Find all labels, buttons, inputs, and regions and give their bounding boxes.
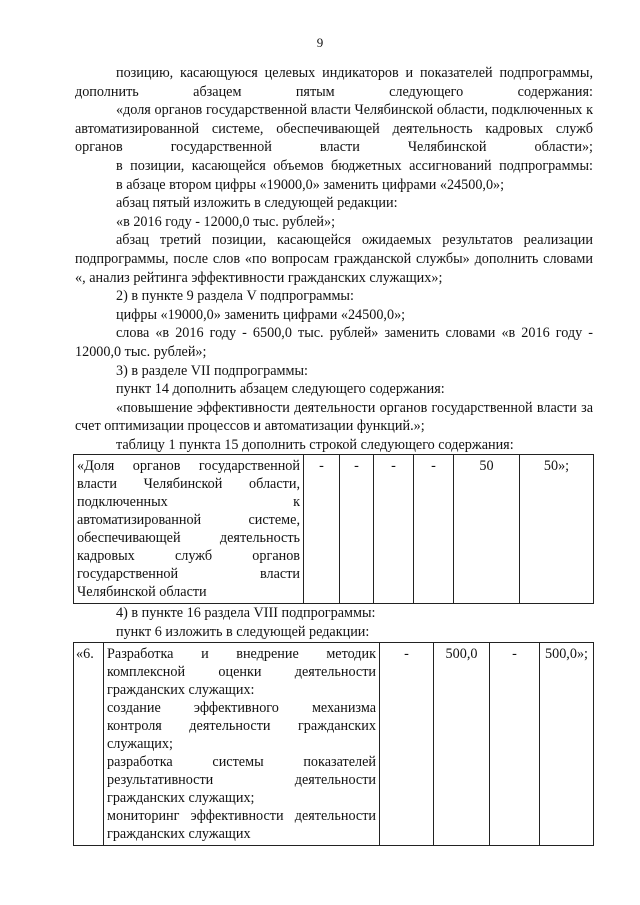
table-cell: - <box>380 642 434 845</box>
table-cell: - <box>414 455 454 604</box>
text-line: создание эффективного механизма <box>107 699 376 716</box>
paragraph: в абзаце втором цифры «19000,0» заменить цифрами «24500,0»; <box>116 176 505 193</box>
text-line: автоматизированной системе, <box>77 512 300 529</box>
text-line: результативности деятельности <box>107 771 376 788</box>
paragraph: пункт 14 дополнить абзацем следующего содержания: <box>116 381 445 398</box>
paragraph: пункт 6 изложить в следующей редакции: <box>116 624 370 641</box>
text-line: гражданских служащих; <box>107 789 255 806</box>
paragraph: «доля органов государственной власти Челябинской области, подключенных к автоматизированной системе, обеспечивающей деятельность кадровых служб органов государственной власти Челябинской области»; <box>75 102 593 156</box>
paragraph: «повышение эффективности деятельности органов государственной власти за счет оптимизации процессов и автоматизации функций.»; <box>75 399 593 435</box>
table-cell: - <box>304 455 340 604</box>
paragraph: 4) в пункте 16 раздела VIII подпрограммы: <box>116 605 376 622</box>
paragraph: 2) в пункте 9 раздела V подпрограммы: <box>116 288 354 305</box>
text-line: власти Челябинской области, <box>77 476 300 493</box>
table-cell: 50»; <box>520 455 594 604</box>
table-cell: 500,0»; <box>540 642 594 845</box>
paragraph: слова «в 2016 году - 6500,0 тыс. рублей» заменить словами «в 2016 году - 12000,0 тыс. рублей»; <box>75 325 593 360</box>
page-number: 9 <box>316 35 324 50</box>
table-cell: 500,0 <box>434 642 490 845</box>
document-body <box>75 64 593 846</box>
text-line: контроля деятельности гражданских <box>107 717 376 734</box>
paragraph: «в 2016 году - 12000,0 тыс. рублей»; <box>116 213 336 230</box>
measures-table <box>73 642 594 846</box>
indicator-table <box>73 454 594 604</box>
text-line: Разработка и внедрение методик <box>107 645 376 662</box>
text-line: служащих; <box>107 735 173 752</box>
text-line: мониторинг эффективности деятельности <box>107 807 376 824</box>
measure-description <box>104 642 380 845</box>
text-line: комплексной оценки деятельности <box>107 663 376 680</box>
text-line: подключенных к <box>77 494 300 511</box>
text-line: гражданских служащих: <box>107 681 255 698</box>
paragraph: в позиции, касающейся объемов бюджетных ассигнований подпрограммы: <box>116 157 593 174</box>
table-cell: - <box>490 642 540 845</box>
text-line: кадровых служб органов <box>77 548 300 565</box>
table-row <box>74 642 594 845</box>
paragraph: абзац третий позиции, касающейся ожидаемых результатов реализации подпрограммы, после слов «по вопросам гражданской службы» дополнить словами «, анализ рейтинга эффективности гражданских служащих»; <box>75 232 593 286</box>
paragraph: таблицу 1 пункта 15 дополнить строкой следующего содержания: <box>116 436 514 453</box>
text-line: «Доля органов государственной <box>77 458 300 475</box>
text-line: Челябинской области <box>77 584 207 601</box>
text-line: гражданских служащих <box>107 825 251 842</box>
table-cell: 50 <box>454 455 520 604</box>
text-line: государственной власти <box>77 566 300 583</box>
item-number: «6. <box>74 642 104 845</box>
table-cell: - <box>340 455 374 604</box>
text-line: обеспечивающей деятельность <box>77 530 300 547</box>
paragraph: позицию, касающуюся целевых индикаторов и показателей подпрограммы, дополнить абзацем пятым следующего содержания: <box>75 65 593 100</box>
paragraph: 3) в разделе VII подпрограммы: <box>116 362 308 379</box>
table-row <box>74 455 594 604</box>
paragraph: абзац пятый изложить в следующей редакции: <box>116 195 398 212</box>
table-cell: - <box>374 455 414 604</box>
paragraph: цифры «19000,0» заменить цифрами «24500,0»; <box>116 306 406 323</box>
text-line: разработка системы показателей <box>107 753 376 770</box>
indicator-description <box>74 455 304 604</box>
